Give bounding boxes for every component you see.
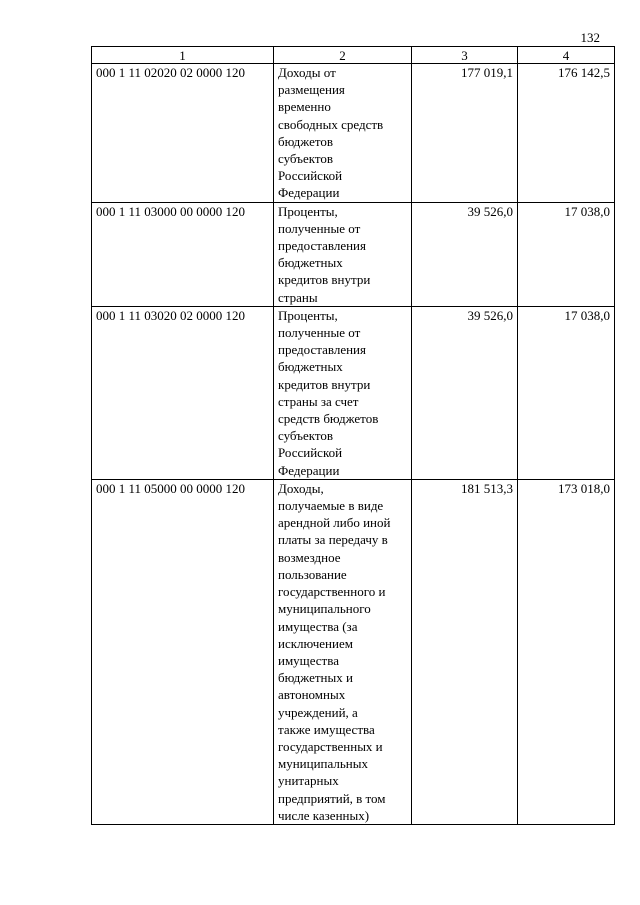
revenue-name-cell [274, 479, 412, 824]
revenue-name-line: Проценты, [278, 307, 338, 323]
amount-column-4-cell: 17 038,0 [518, 202, 615, 306]
revenue-name-line: государственного и [278, 584, 386, 600]
revenue-name-line: бюджетов [278, 133, 334, 149]
revenue-name-line: страны за счет [278, 393, 359, 409]
revenue-name-line: муниципальных [278, 756, 369, 772]
revenue-name-line: получаемые в виде [278, 498, 384, 514]
revenue-name-line: учреждений, а [278, 704, 358, 720]
revenue-name-line: Российской [278, 168, 343, 184]
budget-code-cell: 000 1 11 05000 00 0000 120 [92, 479, 274, 824]
amount-column-4-cell: 173 018,0 [518, 479, 615, 824]
revenue-name-line: временно [278, 99, 331, 115]
revenue-name-line: имущества (за [278, 618, 358, 634]
budget-code-cell: 000 1 11 02020 02 0000 120 [92, 64, 274, 203]
amount-column-3-cell: 39 526,0 [412, 202, 518, 306]
column-header-2: 2 [274, 47, 412, 64]
table-header-row [92, 47, 615, 64]
revenue-name-line: средств бюджетов [278, 411, 379, 427]
revenue-name-line: размещения [278, 82, 345, 98]
revenue-name-cell [274, 306, 412, 479]
revenue-name-line: автономных [278, 687, 346, 703]
revenue-name-line: предоставления [278, 238, 366, 254]
revenue-name-line: исключением [278, 635, 353, 651]
table-row [92, 479, 615, 824]
revenue-name-line: предприятий, в том [278, 790, 386, 806]
amount-column-3-cell: 177 019,1 [412, 64, 518, 203]
table-row [92, 64, 615, 203]
column-header-3: 3 [412, 47, 518, 64]
amount-column-3-cell: 181 513,3 [412, 479, 518, 824]
page-number: 132 [580, 30, 600, 45]
revenue-name-line: страны [278, 289, 318, 305]
revenue-name-cell [274, 64, 412, 203]
revenue-name-line: Российской [278, 445, 343, 461]
revenue-name-line: арендной либо иной [278, 515, 391, 531]
revenue-name-line: муниципального [278, 601, 371, 617]
revenue-name-line: также имущества [278, 721, 375, 737]
revenue-name-line: субъектов [278, 151, 334, 167]
revenue-name-line: Доходы от [278, 65, 336, 80]
budget-code-cell: 000 1 11 03020 02 0000 120 [92, 306, 274, 479]
revenue-name-line: Доходы, [278, 480, 324, 496]
table-row [92, 306, 615, 479]
revenue-name-line: свободных средств [278, 116, 384, 132]
revenue-name-line: пользование [278, 566, 347, 582]
revenue-name-line: бюджетных и [278, 670, 353, 686]
revenue-name-line: платы за передачу в [278, 532, 388, 548]
revenue-name-line: возмездное [278, 549, 341, 565]
revenue-name-cell [274, 202, 412, 306]
revenue-name-line: кредитов внутри [278, 376, 371, 392]
revenue-name-line: имущества [278, 652, 339, 668]
budget-code-cell: 000 1 11 03000 00 0000 120 [92, 202, 274, 306]
revenue-name-line: бюджетных [278, 255, 343, 271]
budget-table [91, 46, 615, 825]
revenue-name-line: полученные от [278, 325, 361, 341]
column-header-4: 4 [518, 47, 615, 64]
amount-column-4-cell: 176 142,5 [518, 64, 615, 203]
revenue-name-line: Федерации [278, 462, 340, 478]
revenue-name-line: полученные от [278, 220, 361, 236]
revenue-name-line: унитарных [278, 773, 339, 789]
revenue-name-line: числе казенных) [278, 807, 370, 823]
amount-column-4-cell: 17 038,0 [518, 306, 615, 479]
revenue-name-line: государственных и [278, 738, 383, 754]
revenue-name-line: бюджетных [278, 359, 343, 375]
table-row [92, 202, 615, 306]
revenue-name-line: предоставления [278, 342, 366, 358]
revenue-name-line: субъектов [278, 428, 334, 444]
revenue-name-line: кредитов внутри [278, 272, 371, 288]
amount-column-3-cell: 39 526,0 [412, 306, 518, 479]
revenue-name-line: Федерации [278, 185, 340, 201]
table-body [92, 64, 615, 825]
revenue-name-line: Проценты, [278, 203, 338, 219]
column-header-1: 1 [92, 47, 274, 64]
